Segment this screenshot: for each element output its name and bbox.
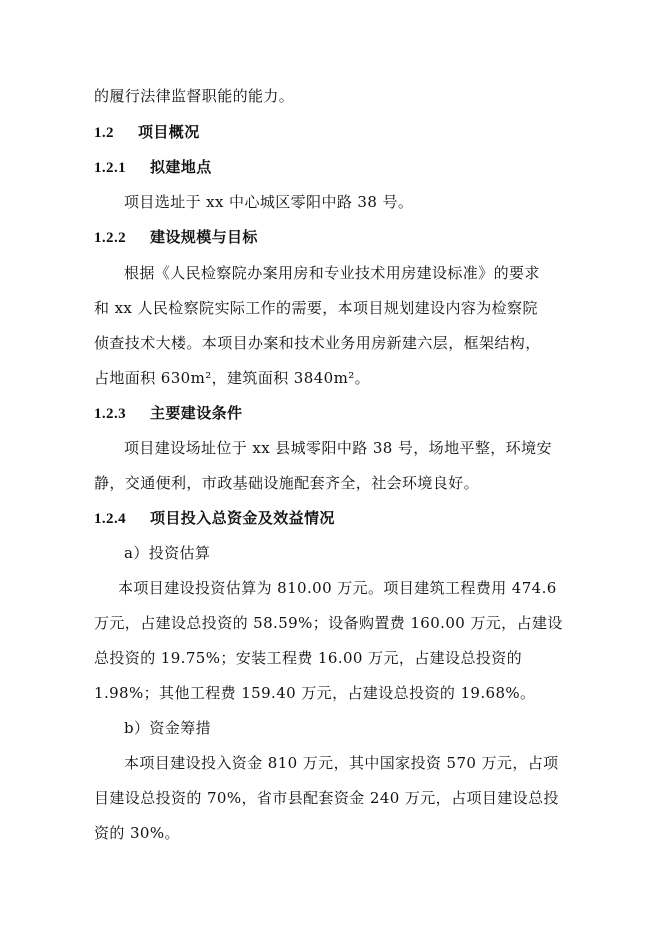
section-heading-1-2-2 [94,227,258,248]
body-text: 项目建设场址位于 xx 县城零阳中路 38 号，场地平整，环境安 [124,439,552,457]
section-heading-1-2-3 [94,403,242,424]
body-text: 根据《人民检察院办案用房和专业技术用房建设标准》的要求 [124,264,540,282]
body-text: 项目选址于 xx 中心城区零阳中路 38 号。 [124,193,414,211]
section-number: 1.2.4 [94,511,126,527]
section-title: 项目概况 [138,123,200,141]
body-text: 占地面积 630m²，建筑面积 3840m²。 [94,369,371,387]
body-text: 静，交通便利，市政基础设施配套齐全，社会环境良好。 [94,474,480,492]
body-text: 万元，占建设总投资的 58.59%；设备购置费 160.00 万元，占建设 [94,614,563,632]
section-heading-1-2-1 [94,157,212,178]
section-number: 1.2.2 [94,230,126,246]
body-text: 侦查技术大楼。本项目办案和技术业务用房新建六层，框架结构， [94,334,541,352]
body-text: 的履行法律监督职能的能力。 [94,87,295,105]
subsection-label-a: a）投资估算 [124,544,211,562]
body-text: 1.98%；其他工程费 159.40 万元，占建设总投资的 19.68%。 [94,684,536,702]
body-text: 目建设总投资的 70%，省市县配套资金 240 万元，占项目建设总投 [94,789,559,807]
subsection-label-b: b）资金筹措 [124,719,212,737]
section-number: 1.2.3 [94,406,126,422]
body-text: 总投资的 19.75%；安装工程费 16.00 万元，占建设总投资的 [94,649,523,667]
body-text: 和 xx 人民检察院实际工作的需要，本项目规划建设内容为检察院 [94,299,538,317]
section-heading-1-2-4 [94,508,335,529]
section-number: 1.2 [94,125,114,141]
section-title: 拟建地点 [150,158,212,176]
body-text: 资的 30%。 [94,824,180,842]
body-text: 本项目建设投资估算为 810.00 万元。项目建筑工程费用 474.6 [118,579,557,597]
section-title: 建设规模与目标 [150,228,258,246]
body-text: 本项目建设投入资金 810 万元，其中国家投资 570 万元，占项 [124,754,559,772]
section-title: 主要建设条件 [150,404,243,422]
section-number: 1.2.1 [94,160,126,176]
section-title: 项目投入总资金及效益情况 [150,509,335,527]
section-heading-1-2 [94,122,200,143]
